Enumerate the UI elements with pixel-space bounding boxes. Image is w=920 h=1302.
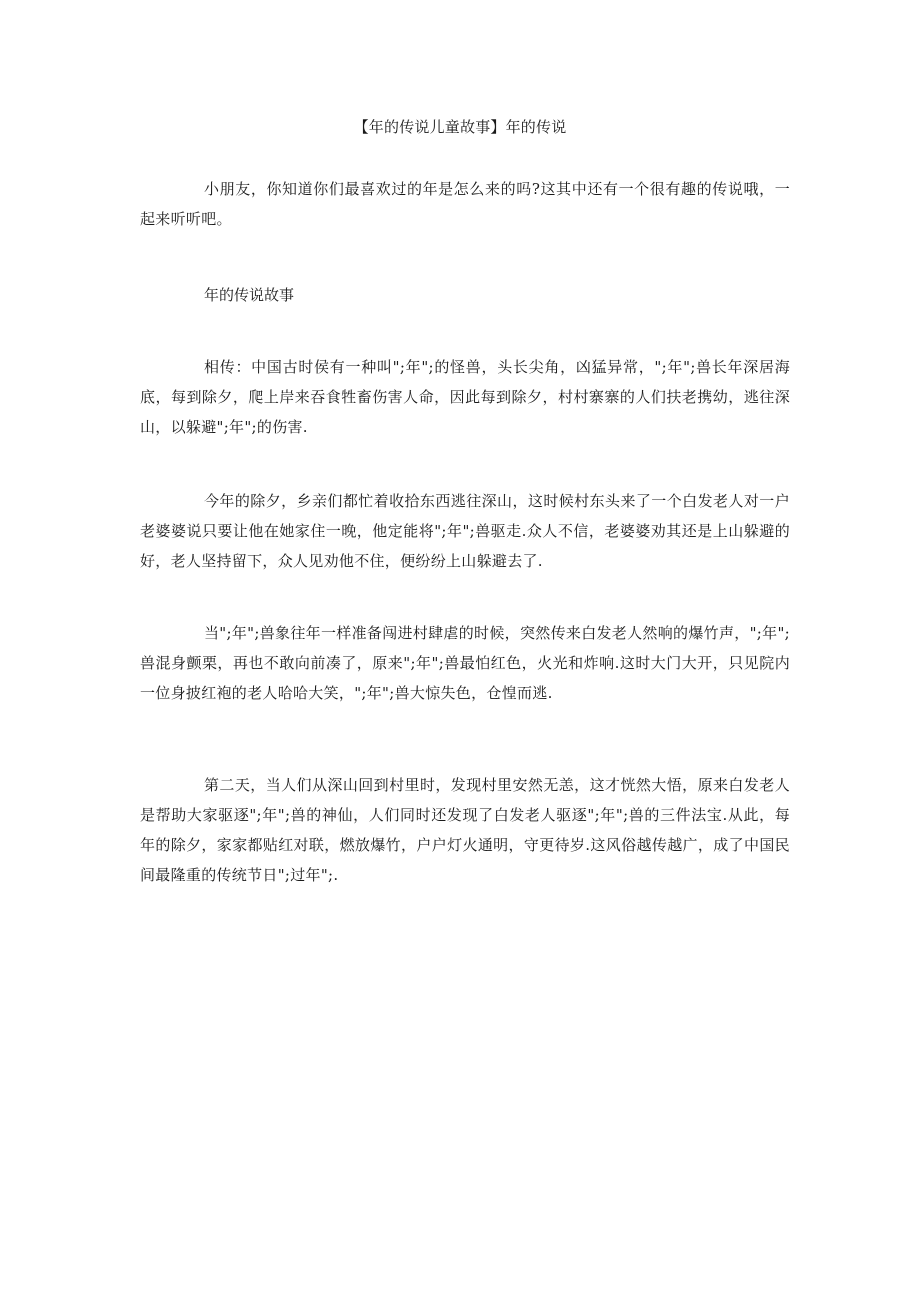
story-paragraph-2: 今年的除夕，乡亲们都忙着收拾东西逃往深山，这时候村东头来了一个白发老人对一户老婆婆说只要让他在她家住一晚，他定能将";年";兽驱走.众人不信，老婆婆劝其还是上山躲避的好，老人坚持留下，众人见劝他不住，便纷纷上山躲避去了.: [140, 492, 790, 570]
section-heading: 年的传说故事: [204, 286, 295, 304]
story-paragraph-4: 第二天，当人们从深山回到村里时，发现村里安然无恙，这才恍然大悟，原来白发老人是帮助大家驱逐";年";兽的神仙，人们同时还发现了白发老人驱逐";年";兽的三件法宝.从此，每年的除夕，家家都贴红对联，燃放爆竹，户户灯火通明，守更待岁.这风俗越传越广，成了中国民间最隆重的传统节日";过年";.: [140, 776, 790, 884]
intro-paragraph: 小朋友，你知道你们最喜欢过的年是怎么来的吗?这其中还有一个很有趣的传说哦，一起来听听吧。: [140, 180, 790, 228]
document-title: 【年的传说儿童故事】年的传说: [353, 118, 567, 136]
story-paragraph-3: 当";年";兽象往年一样准备闯进村肆虐的时候，突然传来白发老人然响的爆竹声，";年";兽混身颤栗，再也不敢向前凑了，原来";年";兽最怕红色，火光和炸响.这时大门大开，只见院内一位身披红袍的老人哈哈大笑，";年";兽大惊失色，仓惶而逃.: [140, 624, 790, 702]
story-paragraph-1: 相传：中国古时侯有一种叫";年";的怪兽，头长尖角，凶猛异常，";年";兽长年深居海底，每到除夕，爬上岸来吞食牲畜伤害人命，因此每到除夕，村村寨寨的人们扶老携幼，逃往深山，以躲避";年";的伤害.: [140, 358, 790, 436]
